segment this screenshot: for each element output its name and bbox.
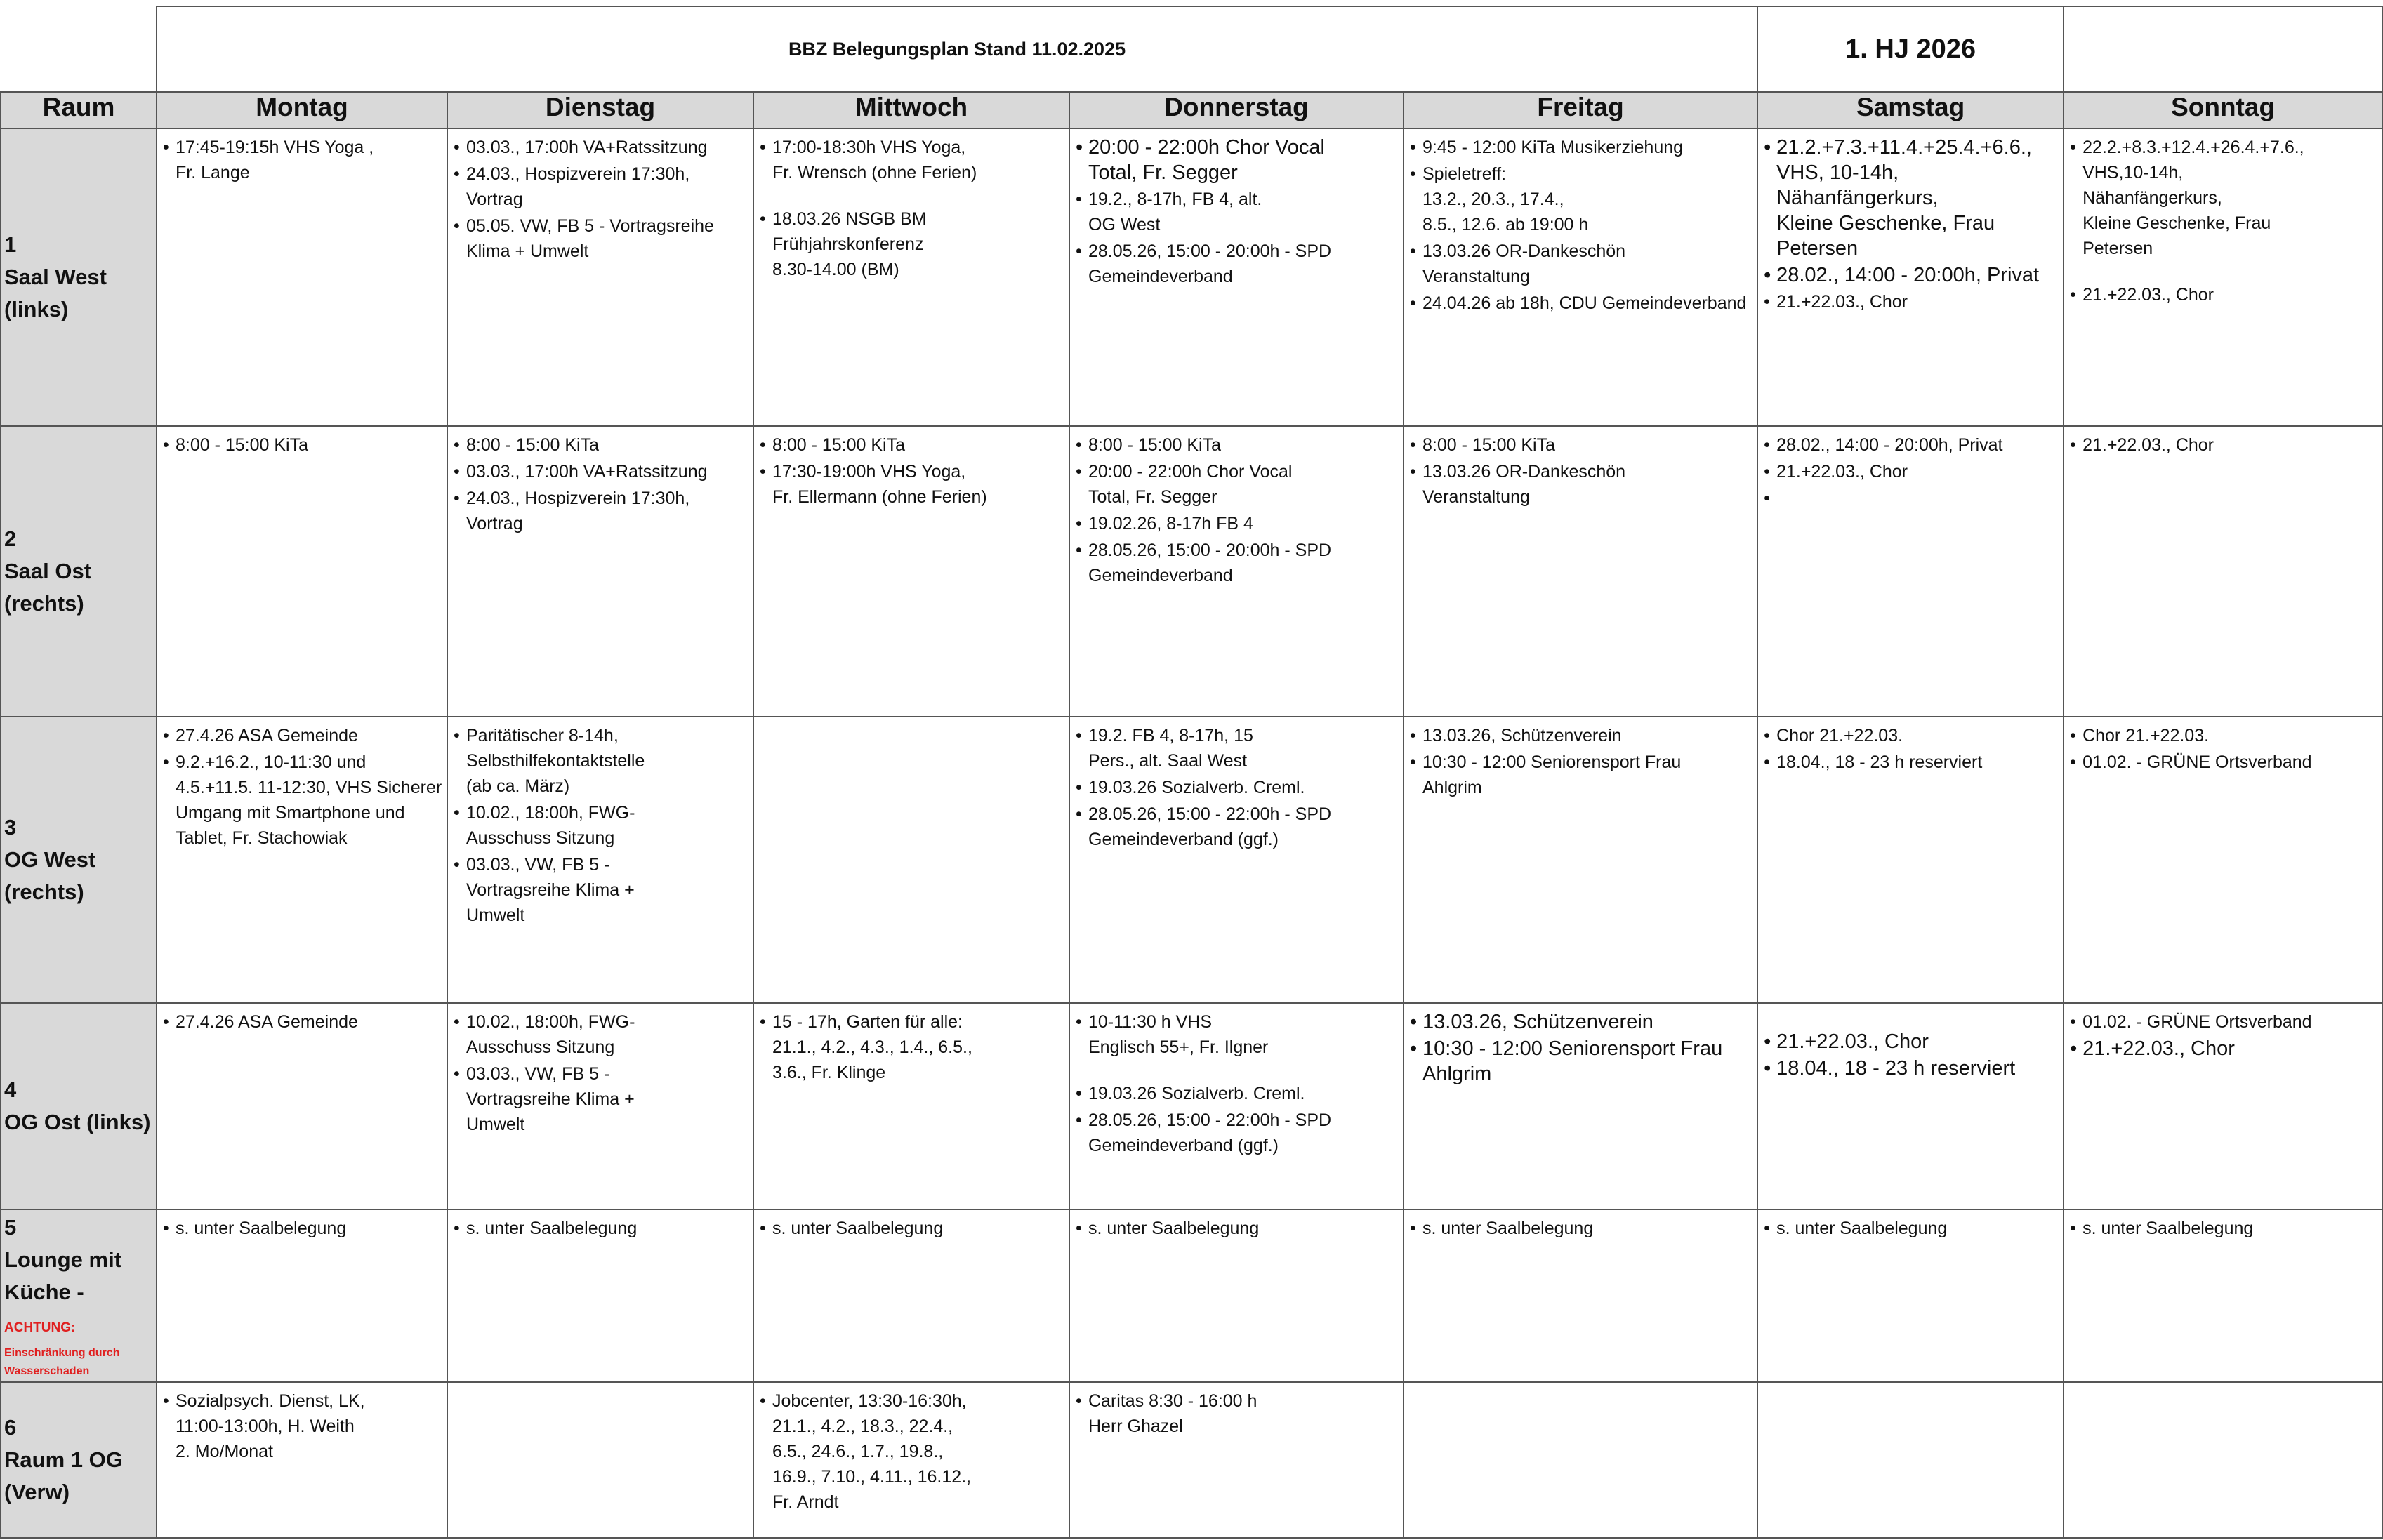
entry-item: • s. unter Saalbelegung bbox=[2070, 1216, 2377, 1241]
entry-item: • 19.2. FB 4, 8-17h, 15 Pers., alt. Saal West bbox=[1076, 723, 1399, 774]
entry-item: • 21.+22.03., Chor bbox=[2070, 1036, 2377, 1061]
entry-item: • 17:45-19:15h VHS Yoga , Fr. Lange bbox=[163, 135, 442, 185]
cell-r4-donnerstag bbox=[1069, 1003, 1404, 1209]
entry-list bbox=[157, 1383, 447, 1464]
entry-list bbox=[1070, 1004, 1403, 1158]
room-name: Lounge mit bbox=[4, 1247, 122, 1272]
entry-item: • 21.+22.03., Chor bbox=[1764, 459, 2059, 484]
entry-list bbox=[448, 1210, 753, 1241]
room-row-4 bbox=[1, 1003, 2382, 1209]
warning-text: Einschränkung durch Wasserschaden bbox=[4, 1346, 120, 1377]
cell-r5-samstag bbox=[1757, 1209, 2064, 1382]
cell-r2-sonntag bbox=[2064, 426, 2382, 717]
entry-item: • 27.4.26 ASA Gemeinde bbox=[163, 723, 442, 748]
entry-item: • Paritätischer 8-14h, Selbsthilfekontaktstelle (ab ca. März) bbox=[454, 723, 748, 799]
entry-item: • Chor 21.+22.03. bbox=[1764, 723, 2059, 748]
entry-item: • 24.03., Hospizverein 17:30h, Vortrag bbox=[454, 486, 748, 536]
room-row-5 bbox=[1, 1209, 2382, 1382]
header-freitag: Freitag bbox=[1404, 92, 1757, 128]
cell-r1-dienstag bbox=[447, 128, 753, 426]
entry-item: • 21.+22.03., Chor bbox=[2070, 432, 2377, 458]
cell-r2-freitag bbox=[1404, 426, 1757, 717]
entry-item: • 19.03.26 Sozialverb. Creml. bbox=[1076, 1081, 1399, 1106]
room-cell-3 bbox=[1, 717, 157, 1003]
room-number: 3 bbox=[4, 815, 17, 839]
entry-item: • 13.03.26 OR-Dankeschön Veranstaltung bbox=[1410, 459, 1752, 510]
entry-item: • 03.03., VW, FB 5 - Vortragsreihe Klima + Umwelt bbox=[454, 852, 748, 928]
room-number: 6 bbox=[4, 1415, 17, 1440]
entry-item: • 17:00-18:30h VHS Yoga, Fr. Wrensch (ohne Ferien) bbox=[760, 135, 1064, 185]
cell-r5-sonntag bbox=[2064, 1209, 2382, 1382]
entry-item: • 8:00 - 15:00 KiTa bbox=[163, 432, 442, 458]
cell-r2-donnerstag bbox=[1069, 426, 1404, 717]
entry-item: • 8:00 - 15:00 KiTa bbox=[1076, 432, 1399, 458]
entry-item: • Caritas 8:30 - 16:00 h Herr Ghazel bbox=[1076, 1388, 1399, 1439]
entry-item: • 13.03.26 OR-Dankeschön Veranstaltung bbox=[1410, 239, 1752, 289]
cell-r6-donnerstag bbox=[1069, 1382, 1404, 1538]
period-label: 1. HJ 2026 bbox=[1757, 6, 2064, 92]
entry-item: • 9:45 - 12:00 KiTa Musikerziehung bbox=[1410, 135, 1752, 160]
cell-r2-dienstag bbox=[447, 426, 753, 717]
entry-item: • 21.2.+7.3.+11.4.+25.4.+6.6., VHS, 10-14h, Nähanfängerkurs, Kleine Geschenke, Frau Petersen bbox=[1764, 135, 2059, 261]
blank-corner-cell bbox=[1, 6, 157, 92]
entry-list bbox=[1758, 717, 2063, 775]
entry-item: • 21.+22.03., Chor bbox=[1764, 289, 2059, 314]
entry-list bbox=[157, 1210, 447, 1241]
cell-r1-samstag bbox=[1757, 128, 2064, 426]
entry-item: • 8:00 - 15:00 KiTa bbox=[454, 432, 748, 458]
entry-list bbox=[1758, 129, 2063, 314]
entry-item: • s. unter Saalbelegung bbox=[1410, 1216, 1752, 1241]
room-sub: (rechts) bbox=[4, 879, 84, 904]
entry-item: • 22.2.+8.3.+12.4.+26.4.+7.6., VHS,10-14h, Nähanfängerkurs, Kleine Geschenke, Frau Petersen bbox=[2070, 135, 2377, 261]
entry-list bbox=[2064, 1004, 2382, 1061]
room-number: 1 bbox=[4, 232, 17, 257]
entry-item: • s. unter Saalbelegung bbox=[1076, 1216, 1399, 1241]
cell-r4-montag bbox=[157, 1003, 447, 1209]
room-sub: Küche - bbox=[4, 1279, 84, 1304]
entry-item: • 13.03.26, Schützenverein bbox=[1410, 723, 1752, 748]
room-sub: (Verw) bbox=[4, 1480, 70, 1504]
entry-list bbox=[1404, 129, 1757, 316]
header-montag: Montag bbox=[157, 92, 447, 128]
entry-list bbox=[1070, 1383, 1403, 1439]
entry-item: • 20:00 - 22:00h Chor Vocal Total, Fr. Segger bbox=[1076, 135, 1399, 185]
entry-item: • 10:30 - 12:00 Seniorensport Frau Ahlgrim bbox=[1410, 750, 1752, 800]
entry-item: • 28.02., 14:00 - 20:00h, Privat bbox=[1764, 432, 2059, 458]
entry-list bbox=[448, 427, 753, 536]
cell-r5-montag bbox=[157, 1209, 447, 1382]
entry-item: • Jobcenter, 13:30-16:30h, 21.1., 4.2., 18.3., 22.4., 6.5., 24.6., 1.7., 19.8., 16.9., 7.10., 4.11., 16.12., Fr. Arndt bbox=[760, 1388, 1064, 1515]
room-sub-with-warning bbox=[4, 1276, 156, 1344]
entry-list bbox=[2064, 717, 2382, 775]
entry-item: • 28.05.26, 15:00 - 22:00h - SPD Gemeindeverband (ggf.) bbox=[1076, 1108, 1399, 1158]
header-dienstag: Dienstag bbox=[447, 92, 753, 128]
room-number: 4 bbox=[4, 1077, 17, 1102]
entry-item: • 13.03.26, Schützenverein bbox=[1410, 1009, 1752, 1035]
cell-r3-sonntag bbox=[2064, 717, 2382, 1003]
entry-item: • 10-11:30 h VHS Englisch 55+, Fr. Ilgner bbox=[1076, 1009, 1399, 1060]
cell-r5-dienstag bbox=[447, 1209, 753, 1382]
entry-item: • 21.+22.03., Chor bbox=[1764, 1029, 2059, 1054]
room-cell-5 bbox=[1, 1209, 157, 1382]
room-row-3 bbox=[1, 717, 2382, 1003]
entry-item: • s. unter Saalbelegung bbox=[760, 1216, 1064, 1241]
entry-list bbox=[1070, 129, 1403, 289]
entry-item: • 10.02., 18:00h, FWG- Ausschuss Sitzung bbox=[454, 800, 748, 851]
cell-r1-mittwoch bbox=[753, 128, 1069, 426]
entry-list bbox=[1070, 717, 1403, 852]
entry-list bbox=[754, 427, 1069, 510]
cell-r6-sonntag bbox=[2064, 1382, 2382, 1538]
room-cell-4 bbox=[1, 1003, 157, 1209]
header-samstag: Samstag bbox=[1757, 92, 2064, 128]
page-title: BBZ Belegungsplan Stand 11.02.2025 bbox=[157, 6, 1757, 92]
room-number: 2 bbox=[4, 526, 17, 551]
entry-item: • s. unter Saalbelegung bbox=[1764, 1216, 2059, 1241]
cell-r2-samstag bbox=[1757, 426, 2064, 717]
entry-item: • 03.03., 17:00h VA+Ratssitzung bbox=[454, 459, 748, 484]
cell-r4-dienstag bbox=[447, 1003, 753, 1209]
entry-list bbox=[1404, 1210, 1757, 1241]
room-name: OG West bbox=[4, 847, 96, 872]
entry-item: • 28.05.26, 15:00 - 20:00h - SPD Gemeindeverband bbox=[1076, 239, 1399, 289]
room-name: OG Ost (links) bbox=[4, 1110, 151, 1134]
entry-item: • 28.05.26, 15:00 - 22:00h - SPD Gemeindeverband (ggf.) bbox=[1076, 802, 1399, 852]
room-number: 5 bbox=[4, 1214, 17, 1240]
room-name: Saal West bbox=[4, 265, 107, 289]
entry-list bbox=[2064, 427, 2382, 458]
cell-r1-freitag bbox=[1404, 128, 1757, 426]
entry-item: • 15 - 17h, Garten für alle: 21.1., 4.2., 4.3., 1.4., 6.5., 3.6., Fr. Klinge bbox=[760, 1009, 1064, 1085]
entry-item: • 27.4.26 ASA Gemeinde bbox=[163, 1009, 442, 1035]
room-name: Saal Ost bbox=[4, 559, 92, 583]
entry-item: • 9.2.+16.2., 10-11:30 und 4.5.+11.5. 11-12:30, VHS Sicherer Umgang mit Smartphone und Tablet, Fr. Stachowiak bbox=[163, 750, 442, 851]
blank-title-cell bbox=[2064, 6, 2382, 92]
entry-list bbox=[1758, 427, 2063, 484]
entry-item: • 28.05.26, 15:00 - 20:00h - SPD Gemeindeverband bbox=[1076, 538, 1399, 588]
schedule-table bbox=[0, 6, 2383, 1539]
room-cell-1 bbox=[1, 128, 157, 426]
entry-list bbox=[157, 427, 447, 458]
room-cell-2 bbox=[1, 426, 157, 717]
cell-r6-freitag bbox=[1404, 1382, 1757, 1538]
room-name: Raum 1 OG bbox=[4, 1447, 123, 1472]
cell-r3-montag bbox=[157, 717, 447, 1003]
warning-label: ACHTUNG: bbox=[4, 1320, 76, 1335]
cell-r2-montag bbox=[157, 426, 447, 717]
cell-r1-montag bbox=[157, 128, 447, 426]
entry-item: • 18.03.26 NSGB BM Frühjahrskonferenz 8.30-14.00 (BM) bbox=[760, 206, 1064, 282]
entry-item: • 03.03., 17:00h VA+Ratssitzung bbox=[454, 135, 748, 160]
entry-item: • 24.03., Hospizverein 17:30h, Vortrag bbox=[454, 161, 748, 212]
cell-r5-donnerstag bbox=[1069, 1209, 1404, 1382]
entry-list bbox=[1404, 1004, 1757, 1087]
entry-list bbox=[448, 717, 753, 928]
entry-list bbox=[157, 1004, 447, 1035]
entry-item: • 05.05. VW, FB 5 - Vortragsreihe Klima + Umwelt bbox=[454, 213, 748, 264]
entry-item: • 19.2., 8-17h, FB 4, alt. OG West bbox=[1076, 187, 1399, 237]
room-sub: (rechts) bbox=[4, 591, 84, 616]
cell-r6-dienstag bbox=[447, 1382, 753, 1538]
entry-item: • 19.03.26 Sozialverb. Creml. bbox=[1076, 775, 1399, 800]
cell-r4-sonntag bbox=[2064, 1003, 2382, 1209]
room-row-2 bbox=[1, 426, 2382, 717]
entry-item: • Sozialpsych. Dienst, LK, 11:00-13:00h, H. Weith 2. Mo/Monat bbox=[163, 1388, 442, 1464]
entry-item: • 01.02. - GRÜNE Ortsverband bbox=[2070, 1009, 2377, 1035]
cell-r3-dienstag bbox=[447, 717, 753, 1003]
entry-list bbox=[448, 129, 753, 264]
entry-list bbox=[448, 1004, 753, 1137]
cell-r1-sonntag bbox=[2064, 128, 2382, 426]
room-row-1 bbox=[1, 128, 2382, 426]
entry-list bbox=[157, 129, 447, 185]
room-row-6 bbox=[1, 1382, 2382, 1538]
entry-list bbox=[754, 1210, 1069, 1241]
title-row bbox=[1, 6, 2382, 92]
cell-r4-freitag bbox=[1404, 1003, 1757, 1209]
entry-list bbox=[1404, 427, 1757, 510]
cell-r3-donnerstag bbox=[1069, 717, 1404, 1003]
entry-item: • Chor 21.+22.03. bbox=[2070, 723, 2377, 748]
header-mittwoch: Mittwoch bbox=[753, 92, 1069, 128]
entry-item: • 18.04., 18 - 23 h reserviert bbox=[1764, 750, 2059, 775]
entry-item: • 24.04.26 ab 18h, CDU Gemeindeverband bbox=[1410, 291, 1752, 316]
entry-item: • 20:00 - 22:00h Chor Vocal Total, Fr. Segger bbox=[1076, 459, 1399, 510]
entry-list bbox=[754, 1383, 1069, 1515]
entry-item: • 19.02.26, 8-17h FB 4 bbox=[1076, 511, 1399, 536]
entry-list bbox=[1404, 717, 1757, 800]
header-raum: Raum bbox=[1, 92, 157, 128]
entry-list bbox=[1758, 1210, 2063, 1241]
cell-r6-samstag bbox=[1757, 1382, 2064, 1538]
entry-list bbox=[754, 1004, 1069, 1085]
cell-r3-samstag bbox=[1757, 717, 2064, 1003]
entry-list bbox=[157, 717, 447, 851]
cell-r2-mittwoch bbox=[753, 426, 1069, 717]
entry-item: • s. unter Saalbelegung bbox=[454, 1216, 748, 1241]
entry-item: • 17:30-19:00h VHS Yoga, Fr. Ellermann (ohne Ferien) bbox=[760, 459, 1064, 510]
entry-item: • 10.02., 18:00h, FWG- Ausschuss Sitzung bbox=[454, 1009, 748, 1060]
entry-list bbox=[2064, 129, 2382, 307]
cell-r4-samstag bbox=[1757, 1003, 2064, 1209]
cell-r1-donnerstag bbox=[1069, 128, 1404, 426]
cell-r3-freitag bbox=[1404, 717, 1757, 1003]
entry-list bbox=[2064, 1210, 2382, 1241]
entry-item: • 21.+22.03., Chor bbox=[2070, 282, 2377, 307]
entry-item: • 03.03., VW, FB 5 - Vortragsreihe Klima + Umwelt bbox=[454, 1061, 748, 1137]
entry-list bbox=[1070, 1210, 1403, 1241]
header-donnerstag: Donnerstag bbox=[1069, 92, 1404, 128]
entry-item: • 28.02., 14:00 - 20:00h, Privat bbox=[1764, 263, 2059, 288]
entry-item: • 8:00 - 15:00 KiTa bbox=[1410, 432, 1752, 458]
cell-r5-mittwoch bbox=[753, 1209, 1069, 1382]
room-cell-6 bbox=[1, 1382, 157, 1538]
cell-r6-mittwoch bbox=[753, 1382, 1069, 1538]
entry-list bbox=[1758, 1004, 2063, 1081]
entry-item: • s. unter Saalbelegung bbox=[163, 1216, 442, 1241]
header-row bbox=[1, 92, 2382, 128]
entry-list bbox=[754, 129, 1069, 282]
entry-item: • 8:00 - 15:00 KiTa bbox=[760, 432, 1064, 458]
room-sub: (links) bbox=[4, 297, 69, 321]
entry-list bbox=[1070, 427, 1403, 588]
cell-r6-montag bbox=[157, 1382, 447, 1538]
entry-item: • Spieletreff: 13.2., 20.3., 17.4., 8.5., 12.6. ab 19:00 h bbox=[1410, 161, 1752, 237]
cell-r5-freitag bbox=[1404, 1209, 1757, 1382]
header-sonntag: Sonntag bbox=[2064, 92, 2382, 128]
entry-item: • 10:30 - 12:00 Seniorensport Frau Ahlgrim bbox=[1410, 1036, 1752, 1087]
entry-item: • 01.02. - GRÜNE Ortsverband bbox=[2070, 750, 2377, 775]
cell-r4-mittwoch bbox=[753, 1003, 1069, 1209]
entry-item: • 18.04., 18 - 23 h reserviert bbox=[1764, 1056, 2059, 1081]
cell-r3-mittwoch bbox=[753, 717, 1069, 1003]
